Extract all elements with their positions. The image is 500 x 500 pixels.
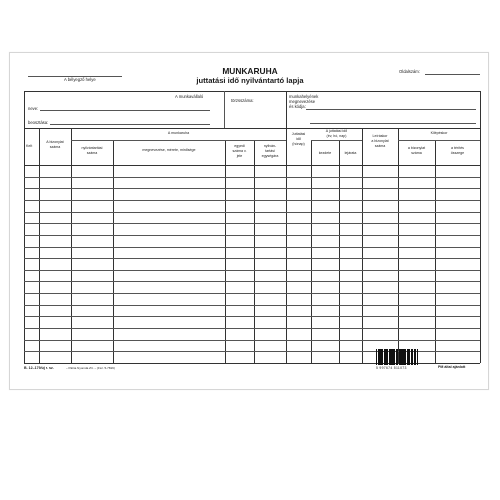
table-row-line <box>24 177 480 178</box>
col-date: Kelt <box>26 144 33 148</box>
col-divider-6 <box>311 140 312 363</box>
workplace-label-3: és kódja: <box>289 104 306 109</box>
form-code: B. 12–179/új r. sz. <box>24 366 54 370</box>
col-writeoff-2: a bizonylat <box>371 139 389 143</box>
table-row-line <box>24 258 480 259</box>
col-regprice-2: tartási <box>265 149 275 153</box>
approved-label: PM által ajánlott <box>438 365 466 369</box>
stamp-label: A bélyegző helye <box>64 77 96 82</box>
form-sheet <box>9 52 489 390</box>
col-regprice-1: nyilván- <box>263 144 277 148</box>
col-start: kezdete <box>318 151 332 155</box>
col-unit-1: egyedi <box>234 144 245 148</box>
employee-reg-label: törzsszáma: <box>231 98 254 103</box>
col-divider-5 <box>254 140 255 363</box>
col-period-3: (hónap) <box>292 142 305 146</box>
col-garment-group: A munkaruha <box>167 131 190 135</box>
group-line-garment <box>71 140 286 141</box>
table-row-line <box>24 316 480 317</box>
col-unit-3: jele <box>236 154 243 158</box>
table-left-border <box>24 91 25 363</box>
group-line-leave <box>398 140 480 141</box>
employee-reg-divider <box>224 91 225 128</box>
col-divider-7 <box>339 140 340 363</box>
col-desc: megnevezése, mérete, minősége <box>142 148 196 152</box>
col-regno-2: száma <box>86 151 98 155</box>
table-row-line <box>24 200 480 201</box>
table-right-border <box>480 91 481 363</box>
employee-job-label: beosztása: <box>28 120 49 125</box>
col-leave-receipt-1: a bizonylat <box>407 146 426 150</box>
table-row-line <box>24 188 480 189</box>
col-receipt-1: A bizonylat <box>46 140 64 144</box>
col-divider-4 <box>225 140 226 363</box>
col-expiry: lejárata <box>344 151 357 155</box>
workplace-label-2: megnevezése <box>289 99 316 104</box>
col-divider-3 <box>113 140 114 363</box>
table-row-line <box>24 328 480 329</box>
barcode-digits: 5 997674 511073 <box>376 366 407 370</box>
table-row-line <box>24 293 480 294</box>
workplace-line-2 <box>310 123 476 124</box>
col-period-2: idő <box>296 137 301 141</box>
table-row-line <box>24 247 480 248</box>
col-leave-group: Kilépéskor <box>430 131 448 135</box>
workplace-label-1: munkahelyének <box>289 94 319 99</box>
col-unit-2: száma v. <box>232 149 247 153</box>
table-row-line <box>24 223 480 224</box>
col-regno-1: nyilvántartási <box>81 146 103 150</box>
col-leave-amount-2: összege <box>450 151 465 155</box>
page-number-line <box>425 74 480 75</box>
col-period-1: Juttatási <box>291 132 306 136</box>
table-row-line <box>24 340 480 341</box>
col-time-group-1: A juttatási idő <box>325 129 348 133</box>
col-time-group-2: (év, hó, nap) <box>326 134 347 138</box>
table-row-line <box>24 270 480 271</box>
workplace-line-1 <box>306 109 476 110</box>
table-row-line <box>24 305 480 306</box>
employee-section-bottom <box>24 128 480 129</box>
employee-section-label: A munkavállaló <box>175 94 204 99</box>
barcode-bar <box>417 349 418 365</box>
form-title: MUNKARUHA <box>222 66 278 76</box>
group-line-time <box>311 140 362 141</box>
table-row-line <box>24 212 480 213</box>
form-subtitle: juttatási idő nyilvántartó lapja <box>196 76 304 85</box>
barcode <box>376 349 418 365</box>
employee-name-label: neve: <box>28 106 39 111</box>
col-divider-10 <box>435 140 436 363</box>
col-writeoff-1: Leíráskor <box>372 134 388 138</box>
col-receipt-2: száma <box>49 145 61 149</box>
page-number-label: Oldalszám: <box>399 69 420 74</box>
table-row-line <box>24 281 480 282</box>
printer-info: – Pátria Nyomda Zrt. – (Fsz. 5-7819) <box>66 366 115 370</box>
col-regprice-3: egységára <box>261 154 279 158</box>
col-leave-receipt-2: száma <box>411 151 422 155</box>
employee-name-line <box>40 110 210 111</box>
employee-job-line <box>50 124 210 125</box>
table-top-border <box>24 91 480 92</box>
column-header-bottom <box>24 165 480 166</box>
table-row-line <box>24 235 480 236</box>
col-leave-amount-1: a térítés <box>451 146 464 150</box>
col-writeoff-3: száma <box>374 144 386 148</box>
